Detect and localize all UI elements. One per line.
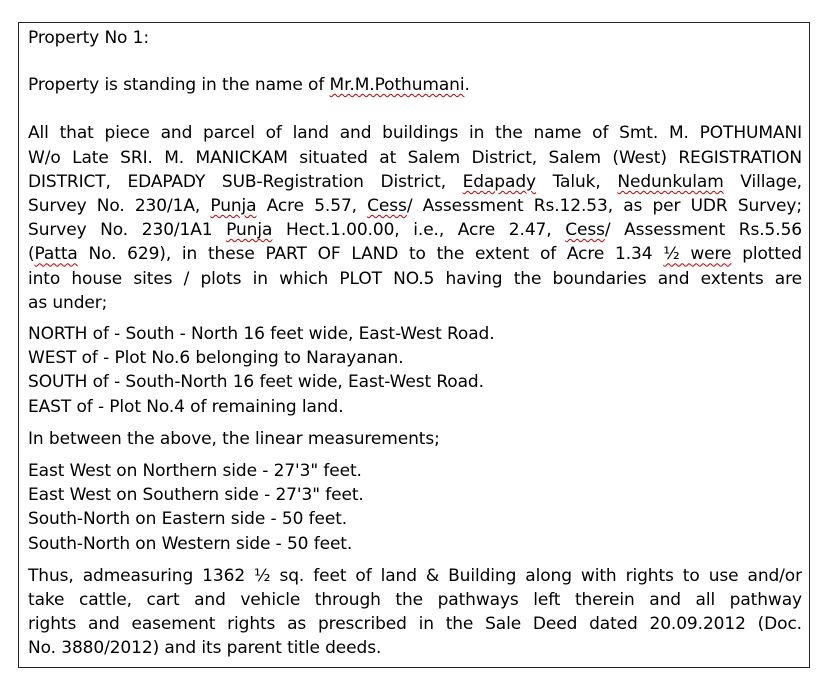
conclusion-line: Thus, admeasuring 1362 ½ sq. feet of land & Building along with rights to use and/or (28, 565, 802, 586)
measurement-line: East West on Southern side - 27'3" feet. (28, 485, 364, 506)
boundaries-list (28, 322, 802, 419)
conclusion-paragraph (28, 564, 802, 661)
description-line (28, 267, 802, 291)
conclusion-line: take cattle, cart and vehicle through the pathways left therein and all pathway (28, 590, 802, 611)
measurements-list (28, 459, 802, 556)
description-text: as under; (28, 292, 108, 313)
property-heading: Property No 1: (28, 28, 150, 48)
description-text: / Assessment Rs.12.53, as per UDR Survey; (406, 196, 802, 217)
measurement-line: South-North on Eastern side - 50 feet. (28, 509, 348, 530)
description-text: into house sites / plots in which PLOT NO.5 having the boundaries and extents are (28, 268, 802, 289)
description-text: ( (28, 244, 35, 265)
description-text: plotted (731, 244, 802, 265)
boundary-line: NORTH of - South - North 16 feet wide, East-West Road. (28, 324, 495, 345)
flagged-word: Punja (226, 220, 273, 241)
description-text: No. 629), in these PART OF LAND to the extent of Acre 1.34 (77, 244, 664, 265)
description-text: Hect.1.00.00, i.e., Acre 2.47, (272, 220, 566, 241)
flagged-word: Cess (565, 220, 605, 241)
measurements-intro: In between the above, the linear measurements; (28, 428, 440, 449)
flagged-word: Patta (34, 244, 78, 265)
description-text: All that piece and parcel of land and buildings in the name of Smt. M. POTHUMANI (28, 123, 802, 144)
description-text: Survey No. 230/1A1 (28, 220, 227, 241)
description-text: Village, (723, 171, 802, 192)
owner-name: Mr.M.Pothumani (329, 75, 465, 96)
owner-prefix: Property is standing in the name of (28, 75, 330, 96)
description-text: / Assessment Rs.5.56 (604, 220, 803, 241)
description-line (28, 218, 802, 242)
property-content (28, 26, 802, 661)
flagged-word: ½ were (663, 244, 732, 265)
description-line (28, 170, 802, 194)
owner-statement (28, 73, 802, 97)
description-text: W/o Late SRI. M. MANICKAM situated at Salem District, Salem (West) REGISTRATION (28, 147, 802, 168)
boundary-line: WEST of - Plot No.6 belonging to Narayanan. (28, 348, 404, 369)
measurement-line: South-North on Western side - 50 feet. (28, 533, 353, 554)
description-line (28, 121, 802, 145)
description-line (28, 242, 802, 266)
description-text: Acre 5.57, (256, 196, 368, 217)
flagged-word: Edapady (462, 171, 536, 192)
boundary-line: EAST of - Plot No.4 of remaining land. (28, 396, 344, 417)
measurement-line: East West on Northern side - 27'3" feet. (28, 461, 362, 482)
conclusion-line: No. 3880/2012) and its parent title deeds. (28, 638, 382, 659)
description-text: Survey No. 230/1A, (28, 196, 211, 217)
conclusion-line: rights and easement rights as prescribed in the Sale Deed dated 20.09.2012 (Doc. (28, 614, 802, 635)
boundary-line: SOUTH of - South-North 16 feet wide, East-West Road. (28, 372, 484, 393)
description-text: DISTRICT, EDAPADY SUB-Registration District, (28, 171, 463, 192)
description-line (28, 146, 802, 170)
property-description (28, 121, 802, 315)
flagged-word: Punja (210, 196, 257, 217)
description-text: Taluk, (535, 171, 618, 192)
owner-suffix: . (464, 75, 470, 96)
flagged-word: Cess (367, 196, 407, 217)
description-line (28, 194, 802, 218)
description-line (28, 291, 802, 315)
flagged-word: Nedunkulam (617, 171, 724, 192)
